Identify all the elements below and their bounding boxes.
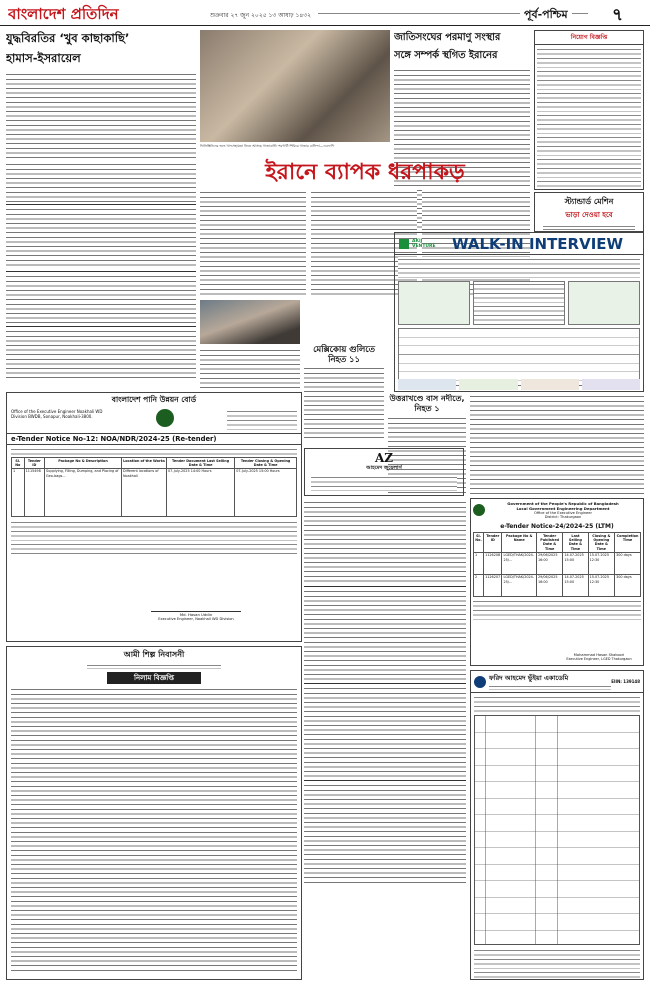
ad-ahmed-logo: AZ	[374, 451, 394, 465]
ad-jobs-body	[537, 47, 641, 190]
notice-aami	[6, 646, 302, 980]
story-uttarakhand-headline: উত্তরাখণ্ডে বাস নদীতে, নিহত ১	[389, 394, 465, 413]
ad-standard-machine	[534, 192, 644, 232]
table-row	[12, 468, 297, 516]
tender2-office: Office of the Executive Engineer	[534, 511, 592, 515]
lged-logo-icon	[473, 504, 485, 516]
notice-block-4	[6, 329, 196, 381]
ad-machine-line2: ভাড়া দেওয়া হবে	[565, 211, 613, 219]
story-iaea-headline-b: সঙ্গে সম্পর্ক স্থগিত ইরানের	[394, 50, 498, 61]
tender2-cell: 300 days	[615, 574, 641, 596]
tender1-table	[11, 457, 297, 517]
tender2-gov: Government of the People's Republic of Bangladesh	[507, 501, 619, 506]
tender1-col-sl: Sl. No	[12, 458, 25, 469]
tender2-cell: 29/06/2025 16:00	[536, 574, 562, 596]
tender2-cell: 29/06/2025 16:00	[536, 552, 562, 574]
left-notices	[6, 162, 196, 390]
tender1-signer: Md. Hasan Uddin	[179, 612, 213, 617]
story-ceasefire	[6, 30, 196, 158]
tender1-signer-title: Executive Engineer, Noakhali WD Division	[158, 617, 234, 621]
tender-noakhali	[6, 392, 302, 642]
ad-jobs-title: নিয়োগ বিজ্ঞপ্তি	[535, 31, 643, 45]
notice-aami-subtitle: নিলাম বিজ্ঞপ্তি	[107, 672, 201, 684]
tender1-col-id: Tender ID	[24, 458, 44, 469]
main-story-col1	[200, 190, 306, 296]
tender2-dept: Local Government Engineering Department	[516, 506, 610, 511]
tender2-signer-title: Executive Engineer, LGED Thakurgaon	[566, 657, 632, 661]
section-name: পূর্ব-পশ্চিম	[520, 6, 572, 25]
masthead	[0, 0, 650, 26]
ad-academy-eiin: EIIN: 139148	[611, 679, 640, 684]
story-mexico-body	[304, 366, 384, 442]
tender2-cell: 1	[474, 552, 484, 574]
ad-walkin-grid	[398, 281, 640, 325]
tender1-cell: 1115498	[24, 468, 44, 516]
story-ceasefire-headline-b: হামাস-ইসরায়েল	[6, 51, 81, 65]
tender2-col: Completion Time	[615, 533, 641, 553]
tender2-col: Tender ID	[484, 533, 502, 553]
tender2-col: Package No & Name	[502, 533, 536, 553]
tender2-district: District: Thakurgaon	[544, 515, 582, 519]
ad-academy-address	[489, 684, 611, 690]
academy-logo-icon	[474, 676, 486, 688]
tender1-cell: Different locations of Noakhali	[122, 468, 167, 516]
notice-aami-address	[87, 663, 221, 670]
notice-block-3	[6, 274, 196, 324]
ad-academy-title: ফরিদ আহমেদ ভুঁইয়া একাডেমি	[489, 674, 569, 682]
masthead-date: শুক্রবার ২৭ জুন ২০২৫ ১৩ আষাঢ় ১৪৩২	[210, 12, 312, 19]
ad-ahmed-body	[311, 475, 457, 491]
table-row	[474, 574, 641, 596]
tender2-cell: 14.07.2025 15:00	[563, 552, 588, 574]
ad-walkin-title: WALK-IN INTERVIEW	[452, 234, 624, 253]
tender1-cell: Supplying, Filling, Dumping, and Placing of Geo-bags...	[45, 468, 122, 516]
ad-machine-phone	[543, 224, 635, 232]
tender1-cell: 07-July-2025 15:00 Hours	[235, 468, 297, 516]
story-iaea-headline-a: জাতিসংঘের পরমাণু সংস্থার	[394, 32, 501, 43]
ad-walkin-header	[395, 233, 643, 255]
tender1-footer-text	[11, 520, 297, 554]
ad-ahmed-title: আহমেদ জুয়েলার্স	[366, 465, 402, 471]
ad-machine-line1: স্ট্যান্ডার্ড মেশিন	[564, 197, 614, 206]
page-number: ৭	[612, 5, 624, 25]
tender2-signer: Mohammad Hasan Shakoori	[573, 653, 625, 657]
notice-block-1	[6, 162, 196, 202]
tender2-col: Sl. No.	[474, 533, 484, 553]
tender1-intro	[11, 447, 297, 455]
tender1-org: বাংলাদেশ পানি উন্নয়ন বোর্ড	[111, 395, 197, 404]
tender1-office: Office of the Executive Engineer Noakhali WD Division BWDB, Sonapur, Noakhali-3800.	[11, 409, 103, 420]
tender2-notice: e-Tender Notice-24/2024-25 (LTM)	[500, 523, 614, 530]
story-mexico-headline: মেক্সিকোয় গুলিতে নিহত ১১	[313, 344, 375, 364]
ad-academy-intro	[474, 695, 640, 713]
tender2-cell: LGED/THAK/2024-25/...	[502, 552, 536, 574]
ad-walkin-intro	[398, 257, 640, 279]
main-story-headline: ইরানে ব্যাপক ধরপাকড়	[265, 160, 465, 185]
partner-logo-icon	[582, 379, 640, 390]
story-mexico	[304, 344, 384, 444]
ad-academy-footer	[474, 948, 640, 980]
govt-notices-mid	[304, 500, 466, 980]
tender1-col-sell: Tender Document Last Selling Date & Time	[167, 458, 235, 469]
ad-partners-strip	[394, 378, 644, 392]
right-col-notice	[470, 394, 644, 494]
gaza-photo	[200, 30, 390, 142]
partner-logo-icon	[459, 379, 517, 390]
ad-academy-table	[474, 715, 640, 945]
ad-jobs	[534, 30, 644, 190]
tender2-cell: LGED/THAK/2024-25/...	[502, 574, 536, 596]
tender2-cell: 300 days	[615, 552, 641, 574]
tender2-cell: 14.07.2025 15:00	[563, 574, 588, 596]
tender2-cell: 15.07.2025 12:30	[588, 552, 615, 574]
ad-walkin	[394, 232, 644, 392]
tender1-cell: 1	[12, 468, 25, 516]
tender2-cell: 2	[474, 574, 484, 596]
tender1-contact	[227, 409, 297, 431]
bwdb-logo-icon	[156, 409, 174, 427]
notice-aami-body	[11, 687, 297, 973]
tender1-col-close: Tender Closing & Opening Date & Time	[235, 458, 297, 469]
partner-logo-icon	[398, 379, 456, 390]
tender1-col-pkg: Package No & Description	[45, 458, 122, 469]
notice-block-2	[6, 207, 196, 269]
partner-logo-icon	[521, 379, 579, 390]
story-ceasefire-headline-a: যুদ্ধবিরতির ‘খুব কাছাকাছি’	[6, 31, 130, 45]
ad-ahmed	[304, 448, 464, 496]
tender2-cell: 1126207	[484, 574, 502, 596]
tender2-col: Tender Published Date & Time	[536, 533, 562, 553]
story-ceasefire-body	[6, 72, 196, 158]
signature-mark	[151, 604, 241, 612]
akij-logo-icon	[399, 239, 409, 249]
table-row	[474, 552, 641, 574]
ad-academy	[470, 670, 644, 980]
tender1-notice: e-Tender Notice No-12: NOA/NDR/2024-25 (Re-tender)	[7, 433, 301, 445]
tender2-col: Closing & Opening Date & Time	[588, 533, 615, 553]
tender2-col: Last Selling Date & Time	[563, 533, 588, 553]
masthead-logo: বাংলাদেশ প্রতিদিন	[8, 5, 119, 23]
tender1-cell: 07-July-2025 14:00 Hours	[167, 468, 235, 516]
tender2-cell: 1126208	[484, 552, 502, 574]
gaza-photo-caption: ফিলিস্তিনিদের জন্য খাদ্যসহায়তা নিতে আসছে গাজাবাসী। শরণার্থী শিবিরে গাজার বাসিন্দা—এএফপি	[200, 144, 334, 148]
tender1-col-loc: Location of the Works	[122, 458, 167, 469]
tender2-cell: 15.07.2025 12:30	[588, 574, 615, 596]
ad-walkin-brand: AKIJ VENTURE	[412, 238, 436, 249]
tender2-table	[473, 532, 641, 597]
tender2-footer	[473, 599, 641, 623]
mid-story	[200, 348, 300, 388]
tender-lged	[470, 498, 644, 666]
notice-aami-title: আমী শিল্প নিবাসনী	[123, 650, 185, 659]
news-photo-2	[200, 300, 300, 344]
